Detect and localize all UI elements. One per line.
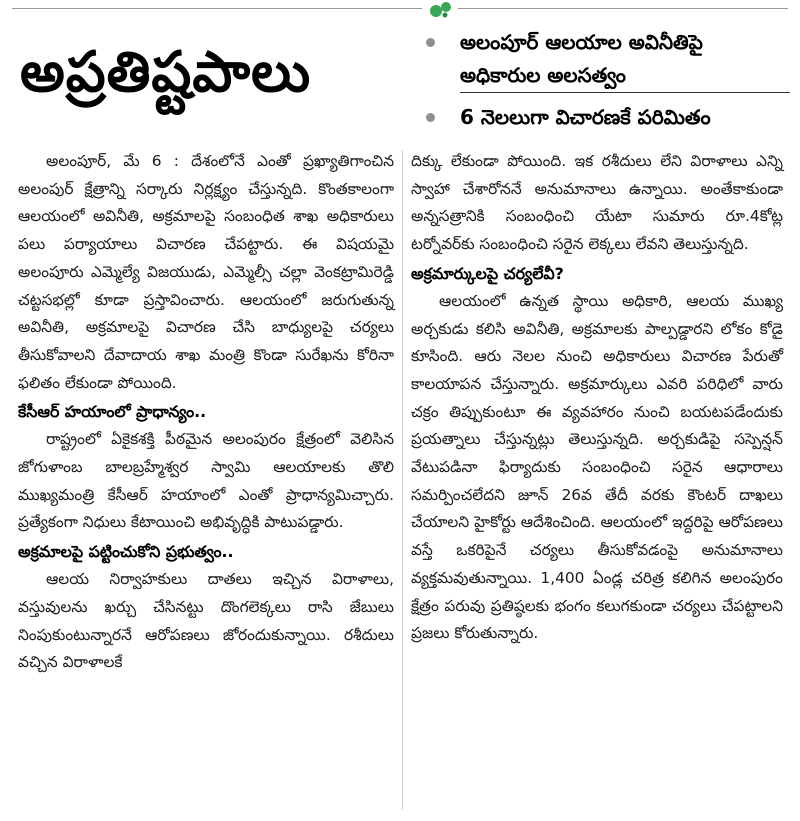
article-column-right — [411, 148, 783, 648]
highlight-text: 6 నెలలుగా విచారణకే పరిమితం — [460, 105, 711, 129]
section-subheading: కేసీఆర్ హయాంలో ప్రాధాన్యం.. — [18, 402, 207, 422]
highlights-list — [424, 26, 790, 134]
newspaper-logo-icon — [428, 0, 454, 20]
article-paragraph: దిక్కు లేకుండా పోయింది. ఇక రశీదులు లేని విరాళాలు ఎన్ని స్వాహా చేశారోననే అనుమానాలు ఉన్నాయి. అంతేకాకుండా అన్నసత్రానికి సంబంధించి యేటా సుమారు రూ.4కోట్ల టర్నోవర్‌కు సంబంధించి సరైన లెక్కలు లేవని తెలుస్తున్నది. — [411, 152, 783, 254]
highlight-item — [424, 26, 790, 93]
article-paragraph: ఆలయంలో ఉన్నత స్థాయి అధికారి, ఆలయ ముఖ్య అర్చకుడు కలిసి అవినీతి, అక్రమాలకు పాల్పడ్డారని లోకం కోడై కూసింది. ఆరు నెలల నుంచి అధికారులు విచారణ పేరుతో కాలయాపన చేస్తున్నారు. అక్రమార్కులు ఎవరి పరిధిలో వారు చక్రం తిప్పుకుంటూ ఈ వ్యవహారం నుంచి బయటపడేందుకు ప్రయత్నాలు చేస్తున్నట్లు తెలుస్తున్నది. అర్చకుడిపై సస్పెన్షన్ వేటుపడినా ఫిర్యాదుకు సంబంధించి సరైన ఆధారాలు సమర్పించలేదని జూన్ 26వ తేదీ వరకు కౌంటర్ దాఖలు చేయాలని హైకోర్టు ఆదేశించింది. ఆలయంలో ఇద్దరిపై ఆరోపణలు వస్తే ఒకరిపైనే చర్యలు తీసుకోవడంపై అనుమానాలు వ్యక్తమవుతున్నాయి. 1,400 ఏండ్ల చరిత్ర కలిగిన అలంపురం క్షేత్రం పరువు ప్రతిష్ఠలకు భంగం కలుగకుండా చర్యలు చేపట్టాలని ప్రజలు కోరుతున్నారు. — [411, 291, 783, 643]
logo-leaf-left — [430, 5, 442, 17]
article-paragraph: రాష్ట్రంలో ఏకైకశక్తి పీఠమైన అలంపురం క్షేత్రంలో వెలిసిన జోగుళాంబ బాలబ్రహ్మేశ్వర స్వామి ఆలయాలకు తొలి ముఖ్యమంత్రి కేసీఆర్ హయాంలో ఎంతో ప్రాధాన్యమిచ్చారు. ప్రత్యేకంగా నిధులు కేటాయించి అభివృద్ధికి పాటుపడ్డారు. — [18, 430, 394, 532]
highlight-item — [424, 101, 790, 134]
highlight-text: అలంపూర్ ఆలయాల అవినీతిపై అధికారుల అలసత్వం — [460, 26, 790, 93]
top-rule-left — [12, 8, 422, 9]
logo-dot — [443, 13, 448, 18]
article-paragraph: అలంపూర్, మే 6 : దేశంలోనే ఎంతో ప్రఖ్యాతిగాంచిన అలంపుర్ క్షేత్రాన్ని సర్కారు నిర్లక్ష్యం చేస్తున్నది. కొంతకాలంగా ఆలయంలో అవినీతి, అక్రమాలపై సంబంధిత శాఖ అధికారులు పలు పర్యాయాలు విచారణ చేపట్టారు. ఈ విషయమై అలంపూరు ఎమ్మెల్యే విజయుడు, ఎమ్మెల్సీ చల్లా వెంకట్రామిరెడ్డి చట్టసభల్లో కూడా ప్రస్తావించారు. ఆలయంలో జరుగుతున్న అవినీతి, అక్రమాలపై విచారణ చేసి బాధ్యులపై చర్యలు తీసుకోవాలని దేవాదాయ శాఖ మంత్రి కొండా సురేఖను కోరినా ఫలితం లేకుండా పోయింది. — [18, 152, 394, 392]
bullet-icon — [426, 38, 435, 47]
top-rule-right — [458, 8, 788, 9]
article-paragraph: ఆలయ నిర్వాహకులు దాతలు ఇచ్చిన విరాళాలు, వస్తువులను ఖర్చు చేసినట్టు దొంగలెక్కలు రాసి జేబులు నింపుకుంటున్నారనే ఆరోపణలు జోరందుకున్నాయి. రశీదులు వచ్చిన విరాళాలకే — [18, 570, 394, 672]
logo-leaf-right — [441, 2, 451, 12]
section-subheading: అక్రమాలపై పట్టించుకోని ప్రభుత్వం.. — [18, 542, 234, 562]
section-subheading: అక్రమార్కులపై చర్యలేవీ? — [411, 263, 564, 283]
headline: అప్రతిష్టపాలు — [20, 39, 312, 105]
bullet-icon — [426, 113, 435, 122]
article-column-left — [18, 148, 394, 677]
column-divider — [402, 150, 403, 810]
